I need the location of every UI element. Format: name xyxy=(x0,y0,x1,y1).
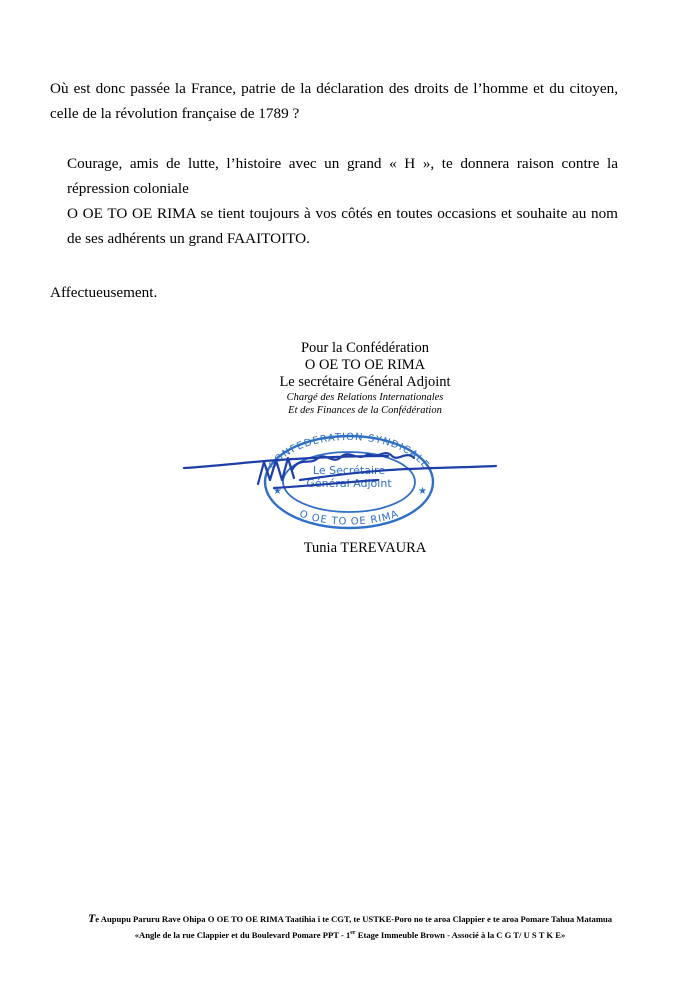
stamp-bottom-text: O OE TO OE RIMA xyxy=(297,508,401,528)
stamp-center-line2: Général Adjoint xyxy=(306,477,392,490)
official-stamp-icon xyxy=(178,422,523,532)
footer-line1-text: e Aupupu Paruru Rave Ohipa O OE TO OE RIMA Taatihia i te CGT, te USTKE-Poro no te aroa Clappier e te aroa Pomare Tahua Matamua xyxy=(95,914,613,924)
signature-block xyxy=(200,340,530,417)
signature-line-title: Le secrétaire Général Adjoint xyxy=(279,374,451,390)
stamp-and-signature xyxy=(178,422,523,532)
paragraph-courage-line1: Courage, amis de lutte, l’histoire avec un grand « H », te donnera raison contre la répression coloniale xyxy=(67,155,618,197)
signature-subtitle-relations: Chargé des Relations Internationales xyxy=(286,392,444,403)
svg-text:★: ★ xyxy=(273,486,282,497)
signature-line-org: O OE TO OE RIMA xyxy=(304,357,426,373)
paragraph-courage-line2: O OE TO OE RIMA se tient toujours à vos côtés en toutes occasions et souhaite au nom de ses adhérents un grand FAAITOITO. xyxy=(67,205,618,247)
footer-line1 xyxy=(22,911,678,926)
footer-address xyxy=(22,911,678,942)
signature-subtitle-finances: Et des Finances de la Confédération xyxy=(288,405,442,416)
stamp-center-line1: Le Secrétaire xyxy=(312,464,386,477)
svg-text:★: ★ xyxy=(418,486,427,497)
paragraph-courage xyxy=(67,151,618,251)
stamp-ring-text: CONFEDERATION SYNDICALE xyxy=(267,431,431,472)
footer-line2-suffix: Etage Immeuble Brown - Associé à la C G T/ U S T K E» xyxy=(355,929,566,940)
footer-initial: T xyxy=(87,911,96,925)
closing-salutation: Affectueusement. xyxy=(50,284,158,301)
footer-line2-sup: er xyxy=(350,930,356,936)
signature-line-confederation: Pour la Confédération xyxy=(300,340,430,356)
footer-line2-prefix: «Angle de la rue Clappier et du Boulevard Pomare PPT - 1 xyxy=(134,929,351,940)
signer-name: Tunia TEREVAURA xyxy=(303,540,427,556)
paragraph-france-question: Où est donc passée la France, patrie de la déclaration des droits de l’homme et du citoyen, celle de la révolution française de 1789 ? xyxy=(50,80,618,122)
footer-line2 xyxy=(22,926,678,942)
